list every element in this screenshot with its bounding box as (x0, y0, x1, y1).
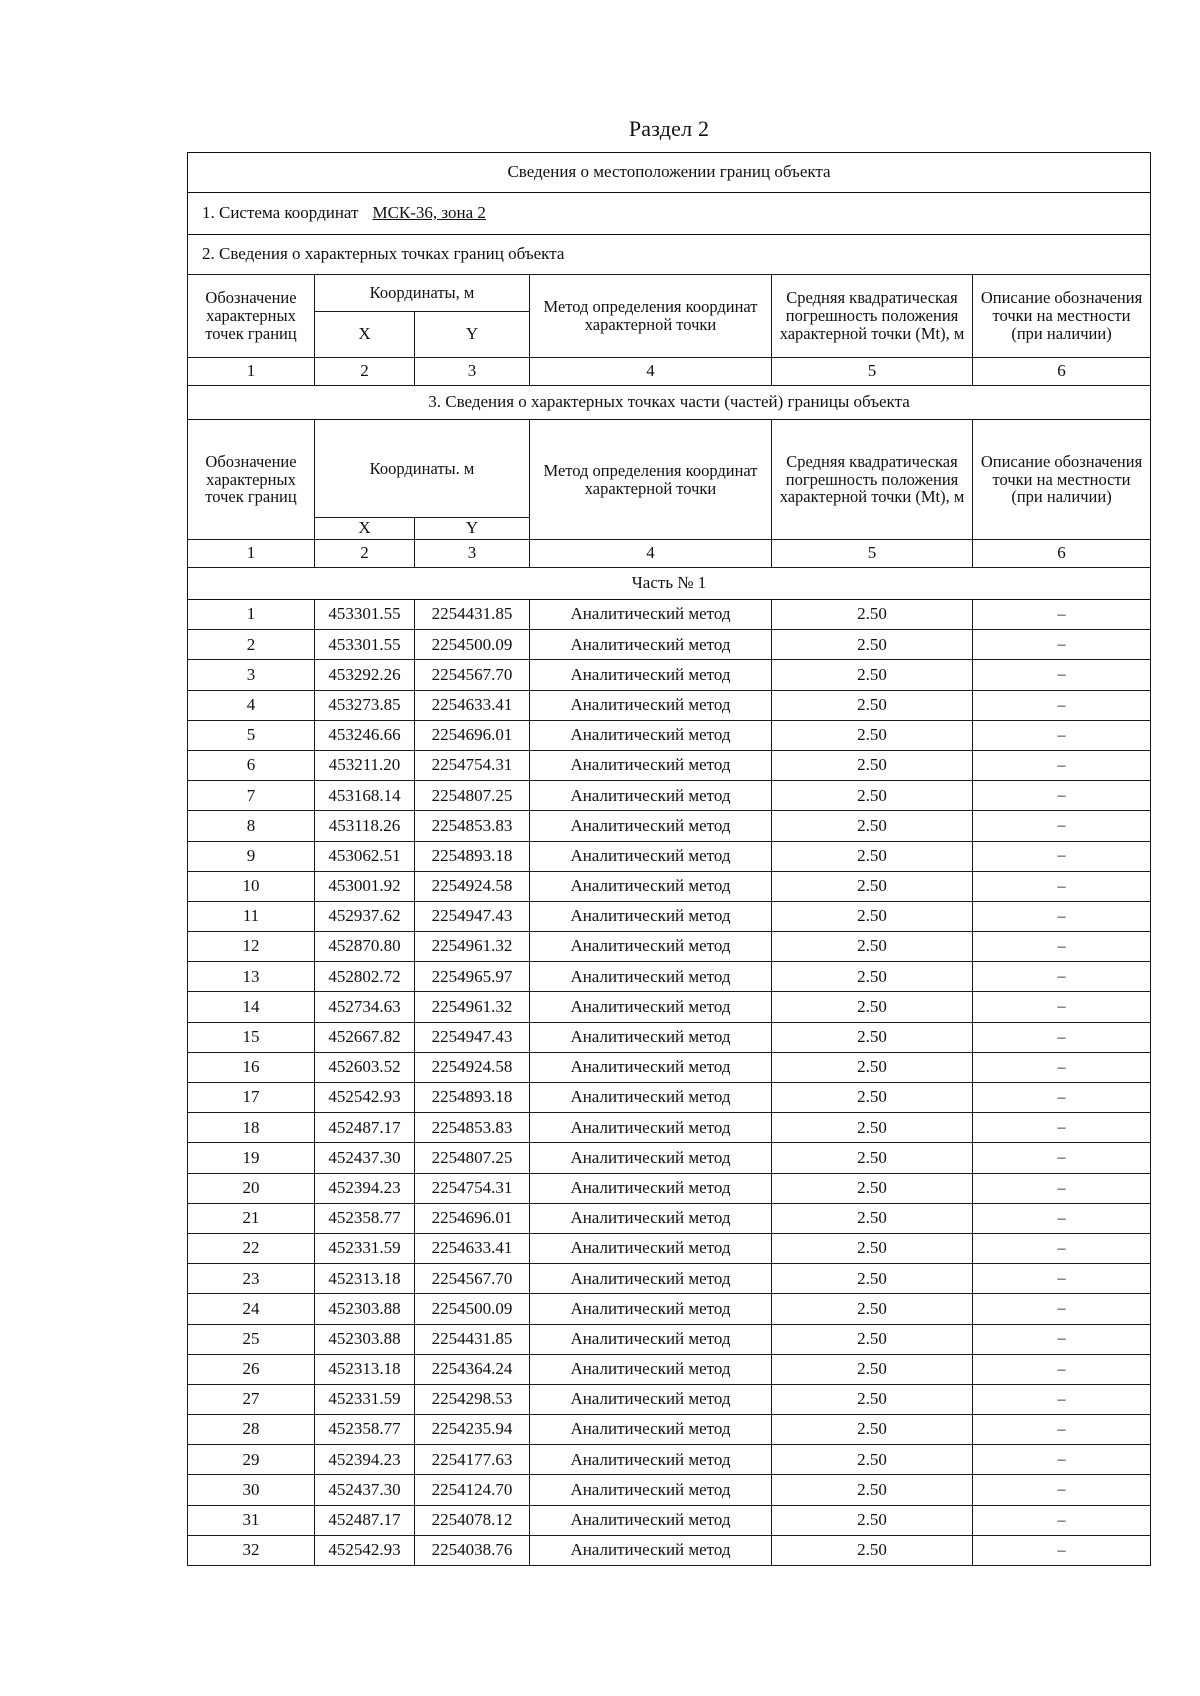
x-cell: 452487.17 (315, 1505, 415, 1535)
header-coordinates: Координаты, м (315, 275, 530, 312)
header-method: Метод определения координат характерной точки (530, 275, 772, 358)
point-number-cell: 20 (188, 1173, 315, 1203)
header-designation: Обозначение характерных точек границ (188, 275, 315, 358)
y-cell: 2254078.12 (415, 1505, 530, 1535)
mt-cell: 2.50 (772, 1173, 973, 1203)
table-row (188, 690, 1151, 720)
point-number-cell: 26 (188, 1354, 315, 1384)
part-column-numbers-row (188, 540, 1151, 568)
column-number: 2 (315, 540, 415, 568)
x-cell: 453292.26 (315, 660, 415, 690)
description-cell: – (973, 1113, 1151, 1143)
mt-cell: 2.50 (772, 1354, 973, 1384)
method-cell: Аналитический метод (530, 1022, 772, 1052)
description-cell: – (973, 901, 1151, 931)
description-cell: – (973, 1324, 1151, 1354)
y-cell: 2254298.53 (415, 1384, 530, 1414)
table-row (188, 720, 1151, 750)
table-row (188, 660, 1151, 690)
x-cell: 452358.77 (315, 1415, 415, 1445)
description-cell: – (973, 690, 1151, 720)
description-cell: – (973, 600, 1151, 630)
point-number-cell: 13 (188, 962, 315, 992)
description-cell: – (973, 1415, 1151, 1445)
x-cell: 453301.55 (315, 600, 415, 630)
column-number: 3 (415, 540, 530, 568)
description-cell: – (973, 1052, 1151, 1082)
description-cell: – (973, 1022, 1151, 1052)
mt-cell: 2.50 (772, 1022, 973, 1052)
point-number-cell: 3 (188, 660, 315, 690)
part-header-row (188, 420, 1151, 518)
table-row (188, 1264, 1151, 1294)
method-cell: Аналитический метод (530, 1143, 772, 1173)
mt-cell: 2.50 (772, 1113, 973, 1143)
description-cell: – (973, 1505, 1151, 1535)
mt-cell: 2.50 (772, 630, 973, 660)
description-cell: – (973, 871, 1151, 901)
point-number-cell: 10 (188, 871, 315, 901)
y-cell: 2254924.58 (415, 1052, 530, 1082)
point-number-cell: 19 (188, 1143, 315, 1173)
table-row (188, 1505, 1151, 1535)
mt-cell: 2.50 (772, 1505, 973, 1535)
mt-cell: 2.50 (772, 690, 973, 720)
mt-cell: 2.50 (772, 871, 973, 901)
description-cell: – (973, 811, 1151, 841)
table-row (188, 1475, 1151, 1505)
method-cell: Аналитический метод (530, 1203, 772, 1233)
mt-cell: 2.50 (772, 992, 973, 1022)
mt-cell: 2.50 (772, 1415, 973, 1445)
mt-cell: 2.50 (772, 750, 973, 780)
description-cell: – (973, 1475, 1151, 1505)
table-row (188, 1445, 1151, 1475)
y-cell: 2254431.85 (415, 1324, 530, 1354)
y-cell: 2254807.25 (415, 781, 530, 811)
part-label: Часть № 1 (188, 568, 1151, 600)
table-row (188, 600, 1151, 630)
mt-cell: 2.50 (772, 660, 973, 690)
point-number-cell: 12 (188, 932, 315, 962)
description-cell: – (973, 660, 1151, 690)
column-number: 2 (315, 358, 415, 386)
x-cell: 452331.59 (315, 1384, 415, 1414)
method-cell: Аналитический метод (530, 901, 772, 931)
method-cell: Аналитический метод (530, 1475, 772, 1505)
y-cell: 2254177.63 (415, 1445, 530, 1475)
coord-system-label: 1. Система координат (202, 203, 359, 223)
method-cell: Аналитический метод (530, 630, 772, 660)
column-number: 1 (188, 358, 315, 386)
mt-cell: 2.50 (772, 962, 973, 992)
point-number-cell: 11 (188, 901, 315, 931)
description-cell: – (973, 781, 1151, 811)
table-row (188, 1354, 1151, 1384)
method-cell: Аналитический метод (530, 932, 772, 962)
table-row (188, 962, 1151, 992)
column-number: 3 (415, 358, 530, 386)
point-number-cell: 6 (188, 750, 315, 780)
header-row (188, 275, 1151, 312)
header-description: Описание обозначения точки на местности (при наличии) (973, 275, 1151, 358)
part-header-y: Y (415, 518, 530, 540)
mt-cell: 2.50 (772, 1052, 973, 1082)
method-cell: Аналитический метод (530, 1535, 772, 1565)
y-cell: 2254633.41 (415, 1233, 530, 1263)
y-cell: 2254853.83 (415, 811, 530, 841)
point-number-cell: 1 (188, 600, 315, 630)
x-cell: 452487.17 (315, 1113, 415, 1143)
y-cell: 2254754.31 (415, 750, 530, 780)
method-cell: Аналитический метод (530, 962, 772, 992)
x-cell: 452437.30 (315, 1475, 415, 1505)
mt-cell: 2.50 (772, 1384, 973, 1414)
part-header-description: Описание обозначения точки на местности (при наличии) (973, 420, 1151, 540)
x-cell: 452667.82 (315, 1022, 415, 1052)
description-cell: – (973, 841, 1151, 871)
x-cell: 453246.66 (315, 720, 415, 750)
y-cell: 2254961.32 (415, 932, 530, 962)
table-row (188, 1173, 1151, 1203)
method-cell: Аналитический метод (530, 1083, 772, 1113)
method-cell: Аналитический метод (530, 1233, 772, 1263)
point-number-cell: 15 (188, 1022, 315, 1052)
x-cell: 453211.20 (315, 750, 415, 780)
mt-cell: 2.50 (772, 932, 973, 962)
y-cell: 2254500.09 (415, 630, 530, 660)
table-row (188, 841, 1151, 871)
method-cell: Аналитический метод (530, 720, 772, 750)
description-cell: – (973, 1535, 1151, 1565)
part-label-row (188, 568, 1151, 600)
table-row (188, 1384, 1151, 1414)
y-cell: 2254853.83 (415, 1113, 530, 1143)
column-number: 5 (772, 358, 973, 386)
mt-cell: 2.50 (772, 1475, 973, 1505)
point-number-cell: 5 (188, 720, 315, 750)
description-cell: – (973, 1445, 1151, 1475)
table-row (188, 750, 1151, 780)
table-row (188, 1415, 1151, 1445)
boundary-table (187, 152, 1151, 1566)
column-number: 5 (772, 540, 973, 568)
y-cell: 2254364.24 (415, 1354, 530, 1384)
description-cell: – (973, 1294, 1151, 1324)
column-number: 6 (973, 358, 1151, 386)
coord-system-value: МСК-36, зона 2 (372, 203, 486, 223)
parts-heading-row (188, 386, 1151, 420)
point-number-cell: 29 (188, 1445, 315, 1475)
point-number-cell: 27 (188, 1384, 315, 1414)
table-row (188, 1113, 1151, 1143)
header-error: Средняя квадратическая погрешность положения характерной точки (Mt), м (772, 275, 973, 358)
part-header-error: Средняя квадратическая погрешность положения характерной точки (Mt), м (772, 420, 973, 540)
method-cell: Аналитический метод (530, 1505, 772, 1535)
x-cell: 452870.80 (315, 932, 415, 962)
column-number: 6 (973, 540, 1151, 568)
x-cell: 452437.30 (315, 1143, 415, 1173)
x-cell: 452603.52 (315, 1052, 415, 1082)
method-cell: Аналитический метод (530, 811, 772, 841)
column-number: 4 (530, 540, 772, 568)
y-cell: 2254807.25 (415, 1143, 530, 1173)
point-number-cell: 21 (188, 1203, 315, 1233)
y-cell: 2254567.70 (415, 1264, 530, 1294)
x-cell: 452734.63 (315, 992, 415, 1022)
description-cell: – (973, 992, 1151, 1022)
description-cell: – (973, 932, 1151, 962)
x-cell: 453168.14 (315, 781, 415, 811)
y-cell: 2254947.43 (415, 1022, 530, 1052)
y-cell: 2254124.70 (415, 1475, 530, 1505)
x-cell: 452937.62 (315, 901, 415, 931)
description-cell: – (973, 1173, 1151, 1203)
description-cell: – (973, 720, 1151, 750)
x-cell: 452358.77 (315, 1203, 415, 1233)
method-cell: Аналитический метод (530, 1264, 772, 1294)
y-cell: 2254235.94 (415, 1415, 530, 1445)
method-cell: Аналитический метод (530, 1415, 772, 1445)
mt-cell: 2.50 (772, 811, 973, 841)
method-cell: Аналитический метод (530, 1173, 772, 1203)
x-cell: 453301.55 (315, 630, 415, 660)
part-header-method: Метод определения координат характерной точки (530, 420, 772, 540)
y-cell: 2254893.18 (415, 1083, 530, 1113)
description-cell: – (973, 1203, 1151, 1233)
table-row (188, 1294, 1151, 1324)
y-cell: 2254696.01 (415, 720, 530, 750)
x-cell: 452313.18 (315, 1354, 415, 1384)
y-cell: 2254633.41 (415, 690, 530, 720)
point-number-cell: 22 (188, 1233, 315, 1263)
method-cell: Аналитический метод (530, 841, 772, 871)
method-cell: Аналитический метод (530, 1294, 772, 1324)
point-number-cell: 23 (188, 1264, 315, 1294)
part-header-designation: Обозначение характерных точек границ (188, 420, 315, 540)
description-cell: – (973, 1143, 1151, 1173)
mt-cell: 2.50 (772, 781, 973, 811)
x-cell: 452802.72 (315, 962, 415, 992)
y-cell: 2254500.09 (415, 1294, 530, 1324)
table-row (188, 811, 1151, 841)
table-row (188, 1083, 1151, 1113)
description-cell: – (973, 962, 1151, 992)
mt-cell: 2.50 (772, 841, 973, 871)
points-heading-row (188, 235, 1151, 275)
point-number-cell: 16 (188, 1052, 315, 1082)
table-row (188, 1233, 1151, 1263)
point-number-cell: 4 (188, 690, 315, 720)
column-number: 4 (530, 358, 772, 386)
coord-system (188, 193, 1151, 235)
point-number-cell: 17 (188, 1083, 315, 1113)
table-row (188, 871, 1151, 901)
point-number-cell: 28 (188, 1415, 315, 1445)
x-cell: 452331.59 (315, 1233, 415, 1263)
header-x: X (315, 312, 415, 358)
description-cell: – (973, 1083, 1151, 1113)
y-cell: 2254038.76 (415, 1535, 530, 1565)
table-row (188, 1022, 1151, 1052)
description-cell: – (973, 1354, 1151, 1384)
x-cell: 453118.26 (315, 811, 415, 841)
x-cell: 452542.93 (315, 1083, 415, 1113)
y-cell: 2254567.70 (415, 660, 530, 690)
point-number-cell: 30 (188, 1475, 315, 1505)
point-number-cell: 24 (188, 1294, 315, 1324)
method-cell: Аналитический метод (530, 690, 772, 720)
x-cell: 452303.88 (315, 1324, 415, 1354)
column-numbers-row (188, 358, 1151, 386)
x-cell: 453062.51 (315, 841, 415, 871)
y-cell: 2254965.97 (415, 962, 530, 992)
parts-heading: 3. Сведения о характерных точках части (частей) границы объекта (188, 386, 1151, 420)
description-cell: – (973, 630, 1151, 660)
mt-cell: 2.50 (772, 720, 973, 750)
table-title-row (188, 153, 1151, 193)
mt-cell: 2.50 (772, 600, 973, 630)
point-number-cell: 32 (188, 1535, 315, 1565)
y-cell: 2254924.58 (415, 871, 530, 901)
point-number-cell: 31 (188, 1505, 315, 1535)
method-cell: Аналитический метод (530, 600, 772, 630)
point-number-cell: 9 (188, 841, 315, 871)
x-cell: 452394.23 (315, 1445, 415, 1475)
table-row (188, 992, 1151, 1022)
method-cell: Аналитический метод (530, 781, 772, 811)
method-cell: Аналитический метод (530, 750, 772, 780)
y-cell: 2254893.18 (415, 841, 530, 871)
mt-cell: 2.50 (772, 1233, 973, 1263)
method-cell: Аналитический метод (530, 660, 772, 690)
method-cell: Аналитический метод (530, 1384, 772, 1414)
table-row (188, 932, 1151, 962)
mt-cell: 2.50 (772, 1535, 973, 1565)
description-cell: – (973, 1384, 1151, 1414)
part-header-x: X (315, 518, 415, 540)
x-cell: 452303.88 (315, 1294, 415, 1324)
point-number-cell: 25 (188, 1324, 315, 1354)
table-row (188, 1143, 1151, 1173)
y-cell: 2254431.85 (415, 600, 530, 630)
point-number-cell: 18 (188, 1113, 315, 1143)
table-row (188, 1203, 1151, 1233)
y-cell: 2254696.01 (415, 1203, 530, 1233)
mt-cell: 2.50 (772, 1324, 973, 1354)
y-cell: 2254961.32 (415, 992, 530, 1022)
x-cell: 452394.23 (315, 1173, 415, 1203)
point-number-cell: 8 (188, 811, 315, 841)
table-title: Сведения о местоположении границ объекта (188, 153, 1151, 193)
section-title: Раздел 2 (628, 116, 710, 141)
description-cell: – (973, 1264, 1151, 1294)
part-header-coordinates: Координаты. м (315, 420, 530, 518)
mt-cell: 2.50 (772, 1203, 973, 1233)
table-row (188, 630, 1151, 660)
points-heading: 2. Сведения о характерных точках границ объекта (188, 235, 1151, 275)
y-cell: 2254947.43 (415, 901, 530, 931)
description-cell: – (973, 1233, 1151, 1263)
method-cell: Аналитический метод (530, 1113, 772, 1143)
x-cell: 453273.85 (315, 690, 415, 720)
column-number: 1 (188, 540, 315, 568)
table-row (188, 1324, 1151, 1354)
x-cell: 452313.18 (315, 1264, 415, 1294)
mt-cell: 2.50 (772, 1294, 973, 1324)
y-cell: 2254754.31 (415, 1173, 530, 1203)
header-y: Y (415, 312, 530, 358)
point-number-cell: 2 (188, 630, 315, 660)
method-cell: Аналитический метод (530, 1445, 772, 1475)
x-cell: 452542.93 (315, 1535, 415, 1565)
method-cell: Аналитический метод (530, 871, 772, 901)
method-cell: Аналитический метод (530, 992, 772, 1022)
table-row (188, 1535, 1151, 1565)
mt-cell: 2.50 (772, 1264, 973, 1294)
mt-cell: 2.50 (772, 1083, 973, 1113)
mt-cell: 2.50 (772, 1445, 973, 1475)
table-row (188, 1052, 1151, 1082)
table-row (188, 781, 1151, 811)
coord-system-row (188, 193, 1151, 235)
mt-cell: 2.50 (772, 901, 973, 931)
method-cell: Аналитический метод (530, 1324, 772, 1354)
method-cell: Аналитический метод (530, 1354, 772, 1384)
point-number-cell: 7 (188, 781, 315, 811)
table-row (188, 901, 1151, 931)
method-cell: Аналитический метод (530, 1052, 772, 1082)
x-cell: 453001.92 (315, 871, 415, 901)
mt-cell: 2.50 (772, 1143, 973, 1173)
description-cell: – (973, 750, 1151, 780)
point-number-cell: 14 (188, 992, 315, 1022)
